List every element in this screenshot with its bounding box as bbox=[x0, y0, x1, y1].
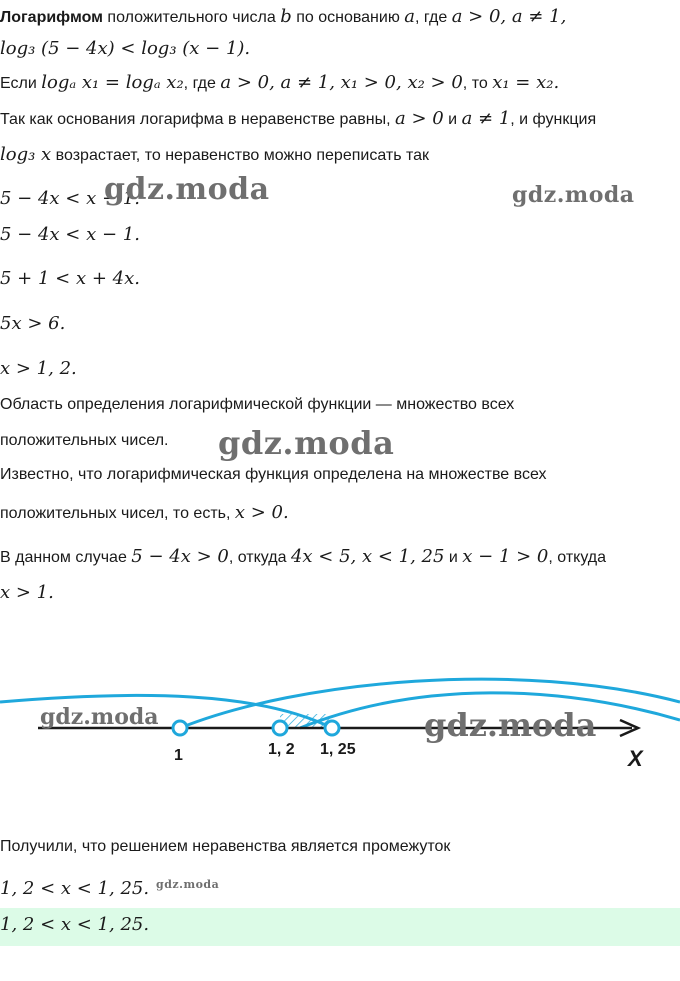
definition-text-3: , где bbox=[415, 9, 452, 26]
point-1 bbox=[173, 721, 187, 735]
step-5: x > 1, 2. bbox=[0, 358, 77, 379]
watermark-3: gdz.moda bbox=[218, 424, 395, 462]
point-1-2 bbox=[273, 721, 287, 735]
domain-line-1: Область определения логарифмической функции — множество всех bbox=[0, 396, 515, 413]
since-func: log₃ x bbox=[0, 144, 52, 165]
watermark-5: gdz.moda bbox=[424, 706, 597, 744]
case-math-1: 5 − 4x > 0 bbox=[131, 546, 229, 567]
domain-line-2: положительных чисел. bbox=[0, 432, 169, 449]
point-1-25 bbox=[325, 721, 339, 735]
watermark-6: gdz.moda bbox=[156, 878, 220, 891]
label-point-1-25: 1, 25 bbox=[320, 741, 356, 758]
rule-then: , то bbox=[462, 75, 493, 92]
rule-equation: logₐ x₁ = logₐ x₂ bbox=[41, 72, 184, 93]
step-4: 5x > 6. bbox=[0, 313, 66, 334]
rule-mid: , где bbox=[183, 75, 221, 92]
case-text-1: В данном случае bbox=[0, 549, 132, 566]
domain-line-4-math: x > 0. bbox=[234, 502, 289, 523]
case-text-4: , откуда bbox=[548, 549, 607, 566]
rule-prefix: Если bbox=[0, 75, 42, 92]
definition-condition: a > 0, a ≠ 1, bbox=[451, 6, 567, 27]
case-line-2: x > 1. bbox=[0, 582, 54, 603]
case-text-3: и bbox=[444, 549, 463, 566]
case-math-3: x − 1 > 0 bbox=[462, 546, 549, 567]
number-line-diagram bbox=[0, 640, 680, 780]
rule-result: x₁ = x₂. bbox=[492, 72, 560, 93]
since-line-2 bbox=[0, 144, 429, 165]
since-cond-2: a ≠ 1 bbox=[461, 108, 511, 129]
axis-label: X bbox=[628, 746, 643, 771]
answer-text: 1, 2 < x < 1, 25. bbox=[0, 914, 150, 935]
case-line-1 bbox=[0, 546, 606, 567]
case-text-2: , откуда bbox=[228, 549, 291, 566]
definition-line bbox=[0, 6, 566, 27]
since-line-1 bbox=[0, 108, 596, 129]
rule-condition: a > 0, a ≠ 1, x₁ > 0, x₂ > 0 bbox=[220, 72, 463, 93]
definition-text-1: положительного числа bbox=[102, 9, 281, 26]
domain-line-3: Известно, что логарифмическая функция определена на множестве всех bbox=[0, 466, 547, 483]
conclusion-interval: 1, 2 < x < 1, 25. bbox=[0, 878, 150, 899]
domain-line-4 bbox=[0, 502, 289, 523]
var-a: a bbox=[404, 6, 416, 27]
step-1: 5 − 4x < x − 1. bbox=[0, 188, 140, 209]
watermark-4: gdz.moda bbox=[40, 704, 159, 730]
since-text-3: возрастает, то неравенство можно переписать так bbox=[51, 147, 430, 164]
conclusion-text: Получили, что решением неравенства является промежуток bbox=[0, 838, 451, 855]
domain-line-4-text: положительных чисел, то есть, bbox=[0, 505, 235, 522]
step-3: 5 + 1 < x + 4x. bbox=[0, 268, 140, 289]
var-b: b bbox=[280, 6, 292, 27]
label-point-1-2: 1, 2 bbox=[268, 741, 295, 758]
log-rule-line bbox=[0, 72, 559, 93]
label-point-1: 1 bbox=[174, 747, 183, 764]
case-math-2: 4x < 5, x < 1, 25 bbox=[290, 546, 445, 567]
since-cond-1: a > 0 bbox=[395, 108, 444, 129]
since-text-2: , и функция bbox=[510, 111, 597, 128]
definition-term: Логарифмом bbox=[0, 9, 103, 26]
since-and: и bbox=[443, 111, 462, 128]
definition-text-2: по основанию bbox=[291, 9, 405, 26]
since-text-1: Так как основания логарифма в неравенстве равны, bbox=[0, 111, 396, 128]
watermark-1: gdz.moda bbox=[104, 172, 270, 207]
watermark-2: gdz.moda bbox=[512, 182, 635, 208]
original-inequality: log₃ (5 − 4x) < log₃ (x − 1). bbox=[0, 38, 251, 59]
step-2: 5 − 4x < x − 1. bbox=[0, 224, 140, 245]
